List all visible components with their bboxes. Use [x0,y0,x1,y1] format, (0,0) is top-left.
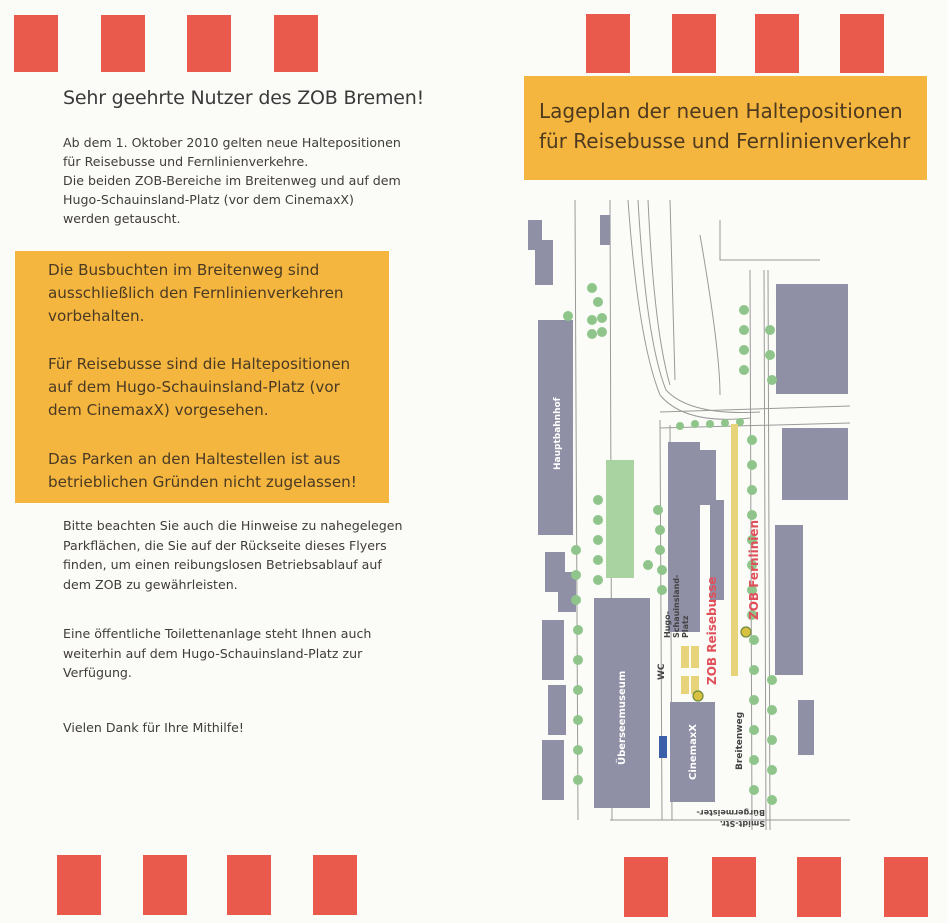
intro-line: für Reisebusse und Fernlinienverkehre. [63,154,309,169]
highlight-paragraph-3 [48,448,388,494]
thanks-text: Vielen Dank für Ihre Mithilfe! [63,720,244,735]
label-wc: WC [657,663,667,680]
highlight-paragraph-1 [48,259,388,328]
label-zob-fernlinien: ZOB Fernlinien [747,519,761,620]
label-hugo-platz: Schauinsland- [672,574,681,638]
decor-square [313,855,357,915]
intro-line: werden getauscht. [63,211,181,226]
map-title [539,96,910,156]
map-title-line: Lageplan der neuen Haltepositionen [539,99,903,123]
highlight-line: Für Reisebusse sind die Haltepositionen [48,355,351,373]
highlight-line: betrieblichen Gründen nicht zugelassen! [48,473,357,491]
decor-square [672,14,716,73]
decor-square [840,14,884,73]
toilet-line: Verfügung. [63,665,132,680]
toilet-line: Eine öffentliche Toilettenanlage steht Ihnen auch [63,626,372,641]
highlight-line: Das Parken an den Haltestellen ist aus [48,450,341,468]
decor-square [624,857,668,917]
building [542,620,564,680]
label-hauptbahnhof: Hauptbahnhof [553,397,563,470]
toilet-notice [63,624,403,683]
label-breitenweg: Breitenweg [735,711,745,770]
decor-square [755,14,799,73]
site-map [520,180,860,856]
highlight-paragraph-2 [48,353,388,422]
highlight-line: vorbehalten. [48,307,145,325]
building [600,215,610,245]
building [548,685,566,735]
highlight-line: ausschließlich den Fernlinienverkehren [48,284,344,302]
parking-notice [63,516,403,594]
map-title-line: für Reisebusse und Fernlinienverkehr [539,129,911,153]
building [700,450,716,505]
decor-square [586,14,630,73]
decor-square [797,857,841,917]
bus-bay [681,676,689,694]
notice-line: finden, um einen reibungslosen Betriebsablauf auf [63,557,382,572]
building [542,740,564,800]
label-zob-reisebusse: ZOB Reisebusse [705,576,719,685]
label-smidt-str: Bürgermeister- [696,808,765,817]
label-ueberseemuseum: Überseemuseum [617,670,628,765]
decor-square [274,15,318,72]
notice-line: Bitte beachten Sie auch die Hinweise zu nahegelegen [63,518,403,533]
label-hugo-platz: Hugo- [663,611,672,638]
intro-line: Die beiden ZOB-Bereiche im Breitenweg und auf dem [63,173,401,188]
building [775,525,803,675]
highlight-line: auf dem Hugo-Schauinsland-Platz (vor [48,378,340,396]
map-header [524,76,927,180]
building [776,284,848,394]
label-hugo-platz: Platz [681,615,690,638]
notice-line: Parkflächen, die Sie auf der Rückseite dieses Flyers [63,537,387,553]
intro-line: Hugo-Schauinsland-Platz (vor dem CinemaxX) [63,192,354,207]
highlight-line: dem CinemaxX) vorgesehen. [48,401,269,419]
decor-square [101,15,145,72]
stop-markers [693,627,751,701]
decor-square [227,855,271,915]
intro-text [63,133,403,228]
label-smidt-str: Smidt-Str. [719,819,765,828]
highlight-line: Die Busbuchten im Breitenweg sind [48,261,320,279]
decor-square [143,855,187,915]
decor-square [712,857,756,917]
intro-line: Ab dem 1. Oktober 2010 gelten neue Haltepositionen [63,135,401,150]
label-cinemaxx: CinemaxX [688,724,699,780]
notice-line: dem ZOB zu gewährleisten. [63,576,238,592]
decor-square [14,15,58,72]
green-area [606,460,634,578]
building [535,240,553,285]
decor-square [57,855,101,915]
building [782,428,848,500]
info-marker [659,736,667,758]
bus-bay [681,646,689,668]
building [798,700,814,755]
page-title: Sehr geehrte Nutzer des ZOB Bremen! [63,87,425,109]
toilet-line: weiterhin auf dem Hugo-Schauinsland-Platz zur [63,645,363,661]
bus-stop-icon [693,691,703,701]
bus-bay [731,424,738,676]
bus-stop-icon [741,627,751,637]
decor-square [884,857,928,917]
decor-square [187,15,231,72]
bus-bay [691,646,699,668]
